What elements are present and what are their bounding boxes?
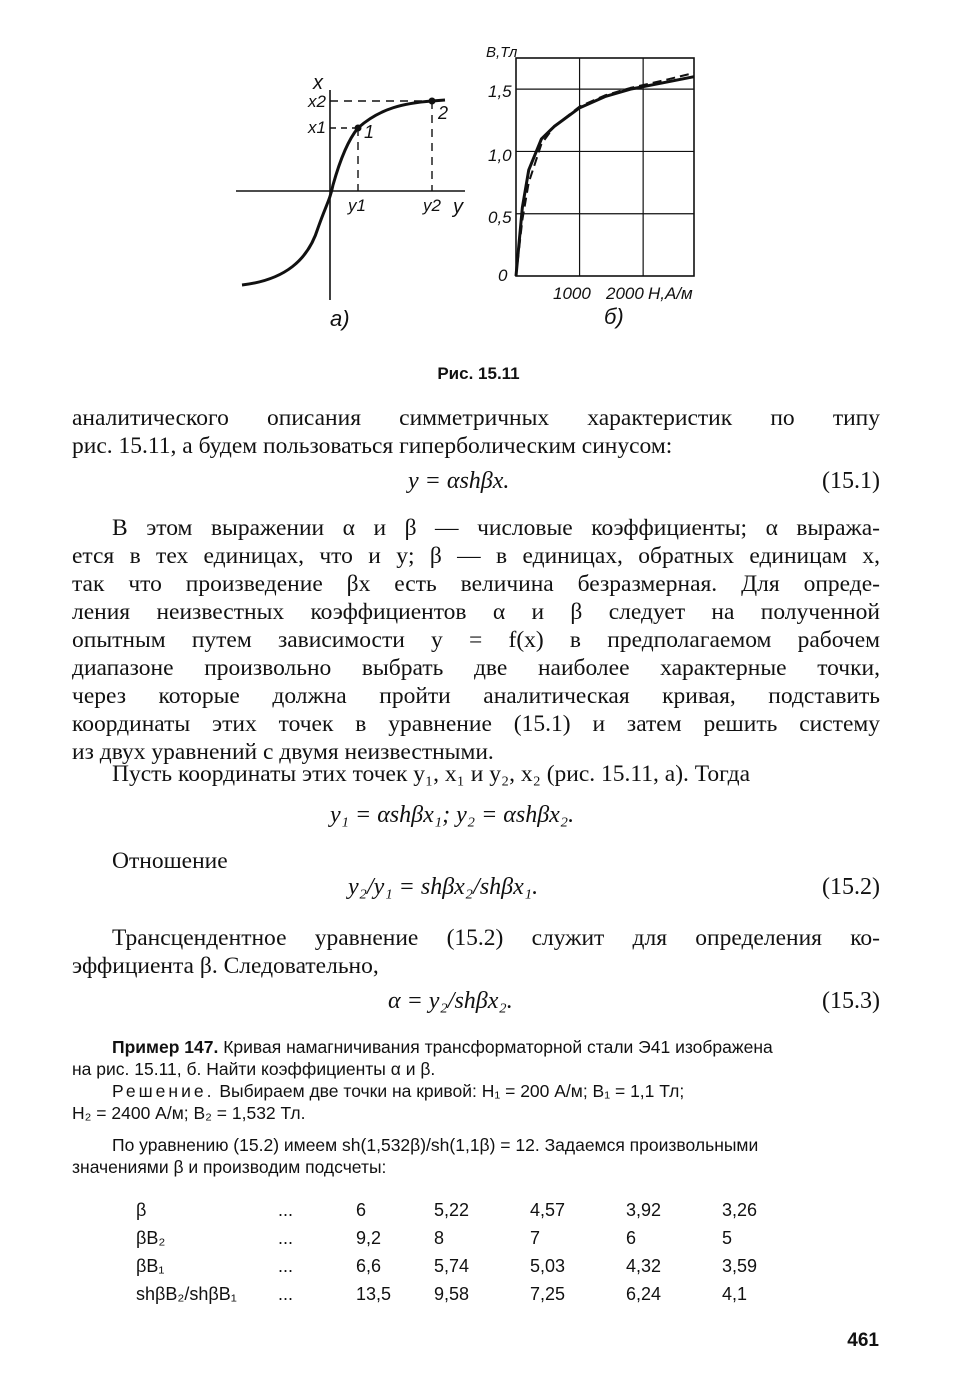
table-cell: 4,57 [530, 1199, 566, 1220]
equation-15-2-number: (15.2) [822, 874, 880, 900]
panel-a-point-1-label: 1 [364, 122, 375, 142]
table-cell: 4,32 [626, 1255, 662, 1276]
panel-a-point-2-label: 2 [438, 103, 449, 123]
paragraph-5 [72, 924, 880, 980]
calc-line: значениями β и производим подсчеты: [72, 1157, 387, 1177]
table-cell: 6,24 [626, 1283, 662, 1304]
table-cell: 8 [434, 1227, 445, 1248]
example-147 [72, 1036, 880, 1080]
panel-b-y-tick-0: 0 [498, 266, 508, 285]
panel-b-y-axis-label: В,Тл [486, 44, 518, 61]
panel-a-point-2 [429, 98, 436, 105]
row-dots: ... [278, 1227, 294, 1248]
text-line: координаты этих точек в уравнение (15.1) и затем решить систему [72, 711, 880, 737]
text-line: эффициента β. Следовательно, [72, 953, 379, 979]
results-table [136, 1196, 782, 1308]
text-line: Отношение [112, 848, 228, 874]
calculation-intro [72, 1134, 880, 1178]
table-cell: 5,22 [434, 1199, 470, 1220]
panel-a-axis-y-label: y [453, 196, 463, 218]
table-cell: 6,6 [356, 1255, 382, 1276]
panel-a-plot [236, 90, 465, 300]
table-cell: 13,5 [356, 1283, 392, 1304]
panel-a-x1-label: x1 [308, 118, 326, 137]
text-line: Пусть координаты этих точек y₁, x₁ и y₂, x₂ (рис. 15.11, а). Тогда [112, 761, 750, 787]
panel-b-grid [516, 58, 694, 276]
page-number: 461 [847, 1330, 879, 1351]
table-row [136, 1280, 782, 1308]
panel-a-point-1 [355, 125, 362, 132]
example-text: Кривая намагничивания трансформаторной стали Э41 изображена [223, 1037, 773, 1057]
table-cell: 9,2 [356, 1227, 382, 1248]
example-title: Пример 147. [112, 1037, 219, 1057]
figure-caption: Рис. 15.11 [437, 364, 520, 383]
text-line: рис. 15.11, а будем пользоваться гиперболическим синусом: [72, 433, 673, 459]
equation-15-1-number: (15.1) [822, 468, 880, 494]
figure-15-11 [0, 0, 957, 400]
row-label: βB₁ [136, 1255, 165, 1276]
table-cell: 6 [356, 1199, 367, 1220]
table-cell: 5 [722, 1227, 733, 1248]
table-cell: 5,74 [434, 1255, 470, 1276]
panel-b-y-tick-1-5: 1,5 [488, 82, 512, 101]
panel-b-y-tick-1-0: 1,0 [488, 146, 512, 165]
text-line: из двух уравнений с двумя неизвестными. [72, 739, 494, 765]
series-line-experimental [516, 77, 694, 276]
paragraph-1 [72, 404, 880, 460]
row-dots: ... [278, 1255, 294, 1276]
panel-a-y2-label: y2 [423, 196, 441, 215]
paragraph-4 [72, 847, 880, 875]
table-cell: 7,25 [530, 1283, 566, 1304]
text-line: аналитического описания симметричных характеристик по типу [72, 405, 880, 431]
panel-b-plot [516, 58, 694, 276]
table-row [136, 1252, 782, 1280]
panel-a-axis-x-label: x [313, 72, 323, 94]
text-line: опытным путем зависимости y = f(x) в предполагаемом рабочем [72, 627, 880, 653]
table-cell: 7 [530, 1227, 541, 1248]
table-cell: 3,26 [722, 1199, 758, 1220]
panel-b-label: б) [604, 304, 624, 329]
text-line: диапазоне произвольно выбрать две наиболее характерные точки, [72, 655, 880, 681]
paragraph-2 [72, 514, 880, 766]
panel-a-y1-label: y1 [348, 196, 366, 215]
panel-b-x-tick-2000: 2000 [606, 284, 644, 303]
row-dots: ... [278, 1199, 294, 1220]
text-line: ления неизвестных коэффициентов α и β следует на полученной [72, 599, 880, 625]
panel-b-frame [516, 58, 694, 276]
panel-a-label: а) [330, 306, 350, 331]
table-cell: 3,59 [722, 1255, 758, 1276]
table-cell: 5,03 [530, 1255, 566, 1276]
table-row [136, 1224, 782, 1252]
row-label: shβB₂/shβB₁ [136, 1283, 237, 1304]
text-line: через которые должна пройти аналитическая кривая, подставить [72, 683, 880, 709]
series-line-approximation [516, 73, 694, 276]
solution-title: Решение. [112, 1081, 215, 1101]
text-line: ется в тех единицах, что и y; β — в единицах, обратных единицам x, [72, 543, 880, 569]
example-line [72, 1036, 880, 1058]
equation-15-3-number: (15.3) [822, 988, 880, 1014]
solution-line [72, 1080, 880, 1102]
panel-b-x-tick-1000: 1000 [553, 284, 591, 303]
table-cell: 6 [626, 1227, 637, 1248]
panel-a-x2-label: x2 [308, 92, 326, 111]
row-dots: ... [278, 1283, 294, 1304]
example-line: на рис. 15.11, б. Найти коэффициенты α и β. [72, 1059, 436, 1079]
solution-text: Выбираем две точки на кривой: H₁ = 200 А/м; B₁ = 1,1 Тл; [219, 1081, 685, 1101]
equation-15-3: α = y₂/shβx₂. [388, 988, 513, 1014]
equation-15-1: y = αshβx. [408, 468, 510, 494]
table-cell: 4,1 [722, 1283, 748, 1304]
solution [72, 1080, 880, 1124]
row-label: βB₂ [136, 1227, 166, 1248]
text-line: Трансцендентное уравнение (15.2) служит для определения ко- [112, 925, 880, 951]
calc-line: По уравнению (15.2) имеем sh(1,532β)/sh(1,1β) = 12. Задаемся произвольными [112, 1135, 759, 1155]
equation-15-2: y₂/y₁ = shβx₂/shβx₁. [348, 874, 539, 900]
equation-pair: y₁ = αshβx₁; y₂ = αshβx₂. [330, 802, 575, 828]
row-label: β [136, 1199, 147, 1220]
text-line: так что произведение βx есть величина безразмерная. Для опреде- [72, 571, 880, 597]
text-line: В этом выражении α и β — числовые коэффициенты; α выража- [112, 515, 880, 541]
table-cell: 9,58 [434, 1283, 470, 1304]
paragraph-3 [72, 760, 880, 788]
table-cell: 3,92 [626, 1199, 662, 1220]
table-row [136, 1196, 782, 1224]
panel-b-series [516, 73, 694, 276]
solution-line: H₂ = 2400 А/м; B₂ = 1,532 Тл. [72, 1103, 306, 1123]
panel-b-x-axis-label: Н,А/м [648, 284, 693, 303]
panel-b-y-tick-0-5: 0,5 [488, 208, 512, 227]
